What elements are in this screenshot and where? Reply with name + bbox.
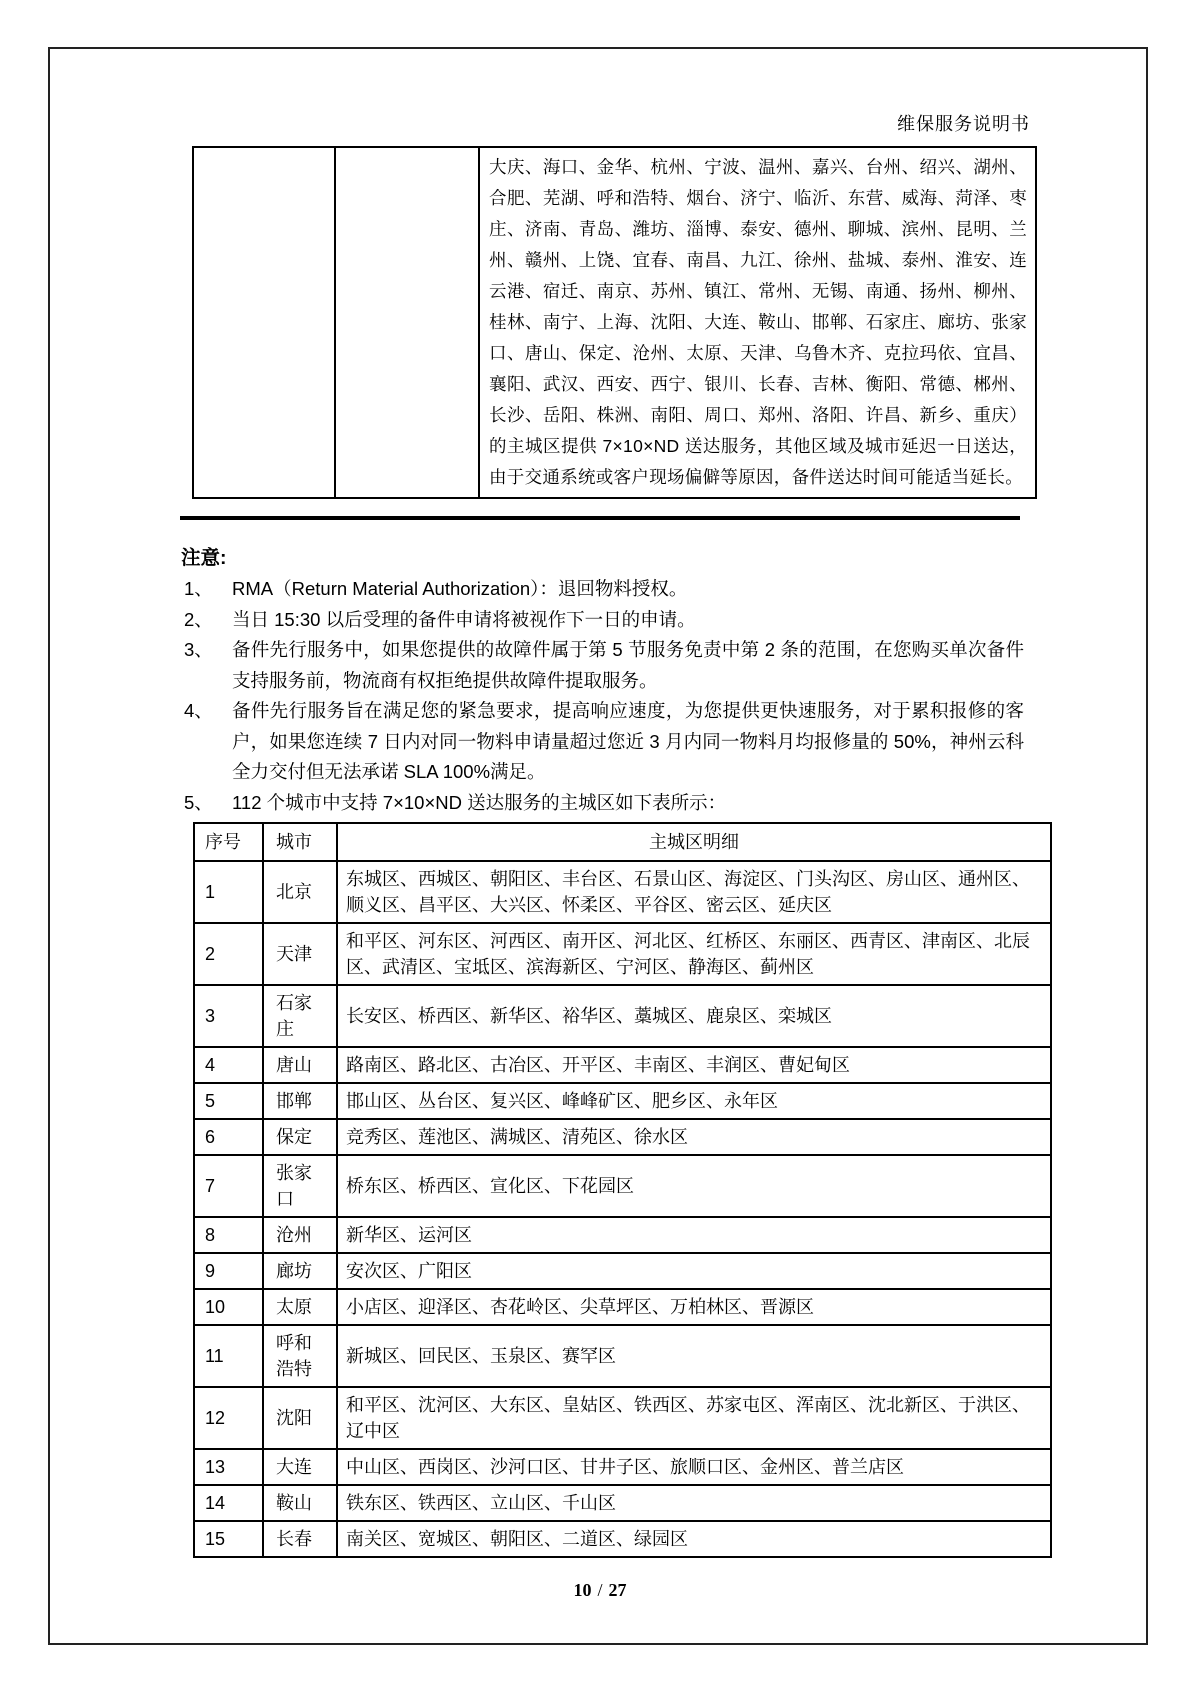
city-cell: 天津 [263,923,337,985]
table-row [194,1325,1051,1387]
list-item-text: 112 个城市中支持 7×10×ND 送达服务的主城区如下表所示： [232,791,727,813]
city-cell: 保定 [263,1119,337,1155]
list-item-number: 1、 [184,578,213,599]
districts-cell: 小店区、迎泽区、杏花岭区、尖草坪区、万柏林区、晋源区 [337,1289,1051,1325]
row-number-cell: 5 [194,1083,263,1119]
districts-cell: 和平区、沈河区、大东区、皇姑区、铁西区、苏家屯区、浑南区、沈北新区、于洪区、辽中区 [337,1387,1051,1449]
list-item-number: 2、 [184,608,213,630]
districts-cell: 铁东区、铁西区、立山区、千山区 [337,1485,1051,1521]
table-row [194,1217,1051,1253]
districts-cell: 和平区、河东区、河西区、南开区、河北区、红桥区、东丽区、西青区、津南区、北辰区、武清区、宝坻区、滨海新区、宁河区、静海区、蓟州区 [337,923,1051,985]
row-number-cell: 4 [194,1047,263,1083]
column-header-districts: 主城区明细 [337,823,1051,861]
table-row [194,1521,1051,1557]
table-row [194,1387,1051,1449]
list-item-text: 当日 15:30 以后受理的备件申请将被视作下一日的申请。 [232,608,696,630]
current-page-number: 10 [573,1580,592,1600]
city-cell: 唐山 [263,1047,337,1083]
row-number-cell: 14 [194,1485,263,1521]
page-number-footer [0,1580,1200,1601]
city-cell: 大连 [263,1449,337,1485]
table-row [194,1485,1051,1521]
districts-cell: 安次区、广阳区 [337,1253,1051,1289]
city-cell: 太原 [263,1289,337,1325]
city-cell: 张家口 [263,1155,337,1217]
city-cell: 长春 [263,1521,337,1557]
delivery-cities-cell: 大庆、海口、金华、杭州、宁波、温州、嘉兴、台州、绍兴、湖州、合肥、芜湖、呼和浩特、烟台、济宁、临沂、东营、威海、菏泽、枣庄、济南、青岛、潍坊、淄博、泰安、德州、聊城、滨州、昆明、兰州、赣州、上饶、宜春、南昌、九江、徐州、盐城、泰州、淮安、连云港、宿迁、南京、苏州、镇江、常州、无锡、南通、扬州、柳州、桂林、南宁、上海、沈阳、大连、鞍山、邯郸、石家庄、廊坊、张家口、唐山、保定、沧州、太原、天津、乌鲁木齐、克拉玛依、宜昌、襄阳、武汉、西安、西宁、银川、长春、吉林、衡阳、常德、郴州、长沙、岳阳、株洲、南阳、周口、郑州、洛阳、许昌、新乡、重庆）的主城区提供 7×10×ND 送达服务，其他区域及城市延迟一日送达，由于交通系统或客户现场偏僻等原因，备件送达时间可能适当延长。 [479,147,1036,498]
row-number-cell: 9 [194,1253,263,1289]
table-row [193,147,1036,498]
table-row [194,1083,1051,1119]
row-number-cell: 3 [194,985,263,1047]
city-cell: 邯郸 [263,1083,337,1119]
table-row [194,1253,1051,1289]
list-item [184,605,1024,636]
districts-cell: 南关区、宽城区、朝阳区、二道区、绿园区 [337,1521,1051,1557]
spare-parts-delivery-table [192,146,1037,499]
list-item [184,788,1024,819]
notes-list [184,574,1024,818]
list-item-text: RMA（Return Material Authorization）：退回物料授权。 [232,578,688,599]
empty-middle-cell [335,147,479,498]
districts-cell: 东城区、西城区、朝阳区、丰台区、石景山区、海淀区、门头沟区、房山区、通州区、顺义区、昌平区、大兴区、怀柔区、平谷区、密云区、延庆区 [337,861,1051,923]
districts-cell: 中山区、西岗区、沙河口区、甘井子区、旅顺口区、金州区、普兰店区 [337,1449,1051,1485]
table-row [194,1047,1051,1083]
section-divider-line [180,516,1020,520]
list-item-number: 5、 [184,791,213,813]
city-districts-table [193,822,1052,1558]
list-item-number: 3、 [184,639,213,660]
districts-cell: 长安区、桥西区、新华区、裕华区、藁城区、鹿泉区、栾城区 [337,985,1051,1047]
row-number-cell: 13 [194,1449,263,1485]
notes-heading: 注意: [181,547,227,569]
city-cell: 廊坊 [263,1253,337,1289]
table-row [194,985,1051,1047]
column-header-city: 城市 [263,823,337,861]
table-row [194,1119,1051,1155]
table-row [194,861,1051,923]
row-number-cell: 6 [194,1119,263,1155]
city-cell: 北京 [263,861,337,923]
districts-cell: 桥东区、桥西区、宣化区、下花园区 [337,1155,1051,1217]
document-header-title: 维保服务说明书 [897,114,1030,134]
column-header-no: 序号 [194,823,263,861]
city-cell: 鞍山 [263,1485,337,1521]
districts-cell: 新城区、回民区、玉泉区、赛罕区 [337,1325,1051,1387]
page-number-separator: / [597,1580,603,1600]
table-row [194,923,1051,985]
districts-cell: 路南区、路北区、古冶区、开平区、丰南区、丰润区、曹妃甸区 [337,1047,1051,1083]
list-item [184,635,1024,696]
row-number-cell: 10 [194,1289,263,1325]
city-cell: 呼和浩特 [263,1325,337,1387]
table-row [194,1155,1051,1217]
city-cell: 石家庄 [263,985,337,1047]
table-header-row [194,823,1051,861]
list-item-text: 备件先行服务旨在满足您的紧急要求，提高响应速度，为您提供更快速服务，对于累积报修的客户，如果您连续 7 日内对同一物料申请量超过您近 3 月内同一物料月均报修量的 50%，神州云科全力交付但无法承诺 SLA 100%满足。 [232,700,1024,782]
row-number-cell: 7 [194,1155,263,1217]
list-item [184,696,1024,788]
list-item-number: 4、 [184,700,213,721]
districts-cell: 新华区、运河区 [337,1217,1051,1253]
total-page-number: 27 [608,1580,627,1600]
districts-cell: 竞秀区、莲池区、满城区、清苑区、徐水区 [337,1119,1051,1155]
list-item [184,574,1024,605]
city-cell: 沧州 [263,1217,337,1253]
row-number-cell: 15 [194,1521,263,1557]
row-number-cell: 2 [194,923,263,985]
table-row [194,1449,1051,1485]
row-number-cell: 1 [194,861,263,923]
empty-left-cell [193,147,335,498]
row-number-cell: 12 [194,1387,263,1449]
list-item-text: 备件先行服务中，如果您提供的故障件属于第 5 节服务免责中第 2 条的范围，在您购买单次备件支持服务前，物流商有权拒绝提供故障件提取服务。 [232,639,1024,691]
table-row [194,1289,1051,1325]
row-number-cell: 11 [194,1325,263,1387]
districts-cell: 邯山区、丛台区、复兴区、峰峰矿区、肥乡区、永年区 [337,1083,1051,1119]
city-cell: 沈阳 [263,1387,337,1449]
row-number-cell: 8 [194,1217,263,1253]
